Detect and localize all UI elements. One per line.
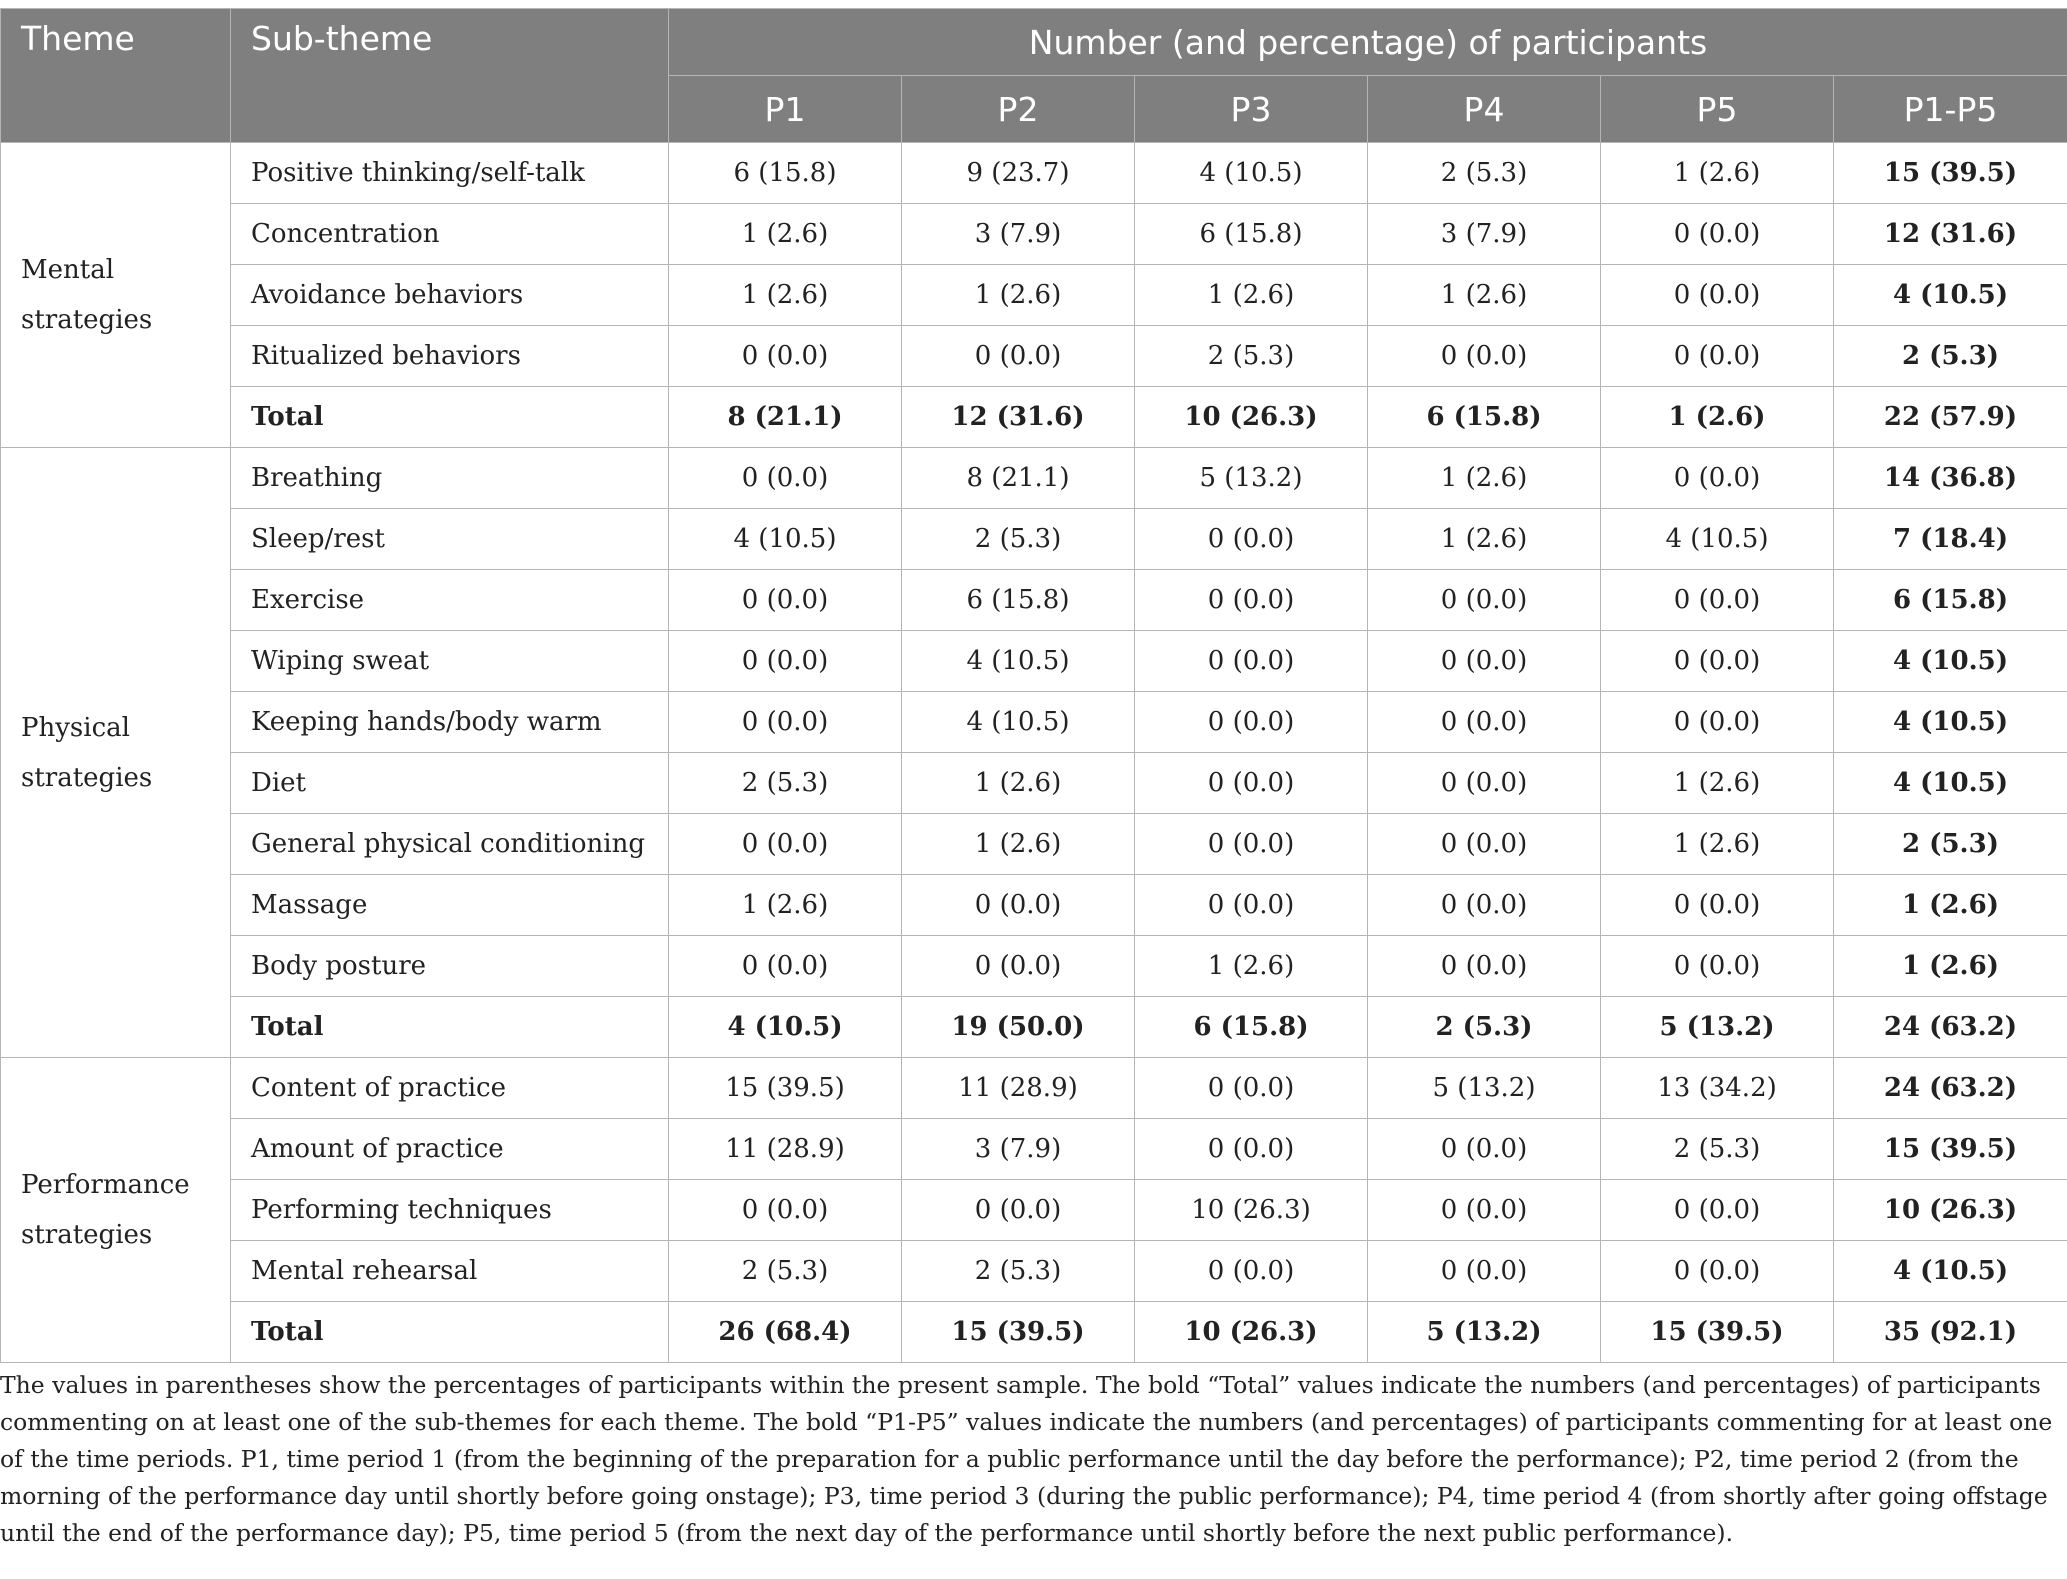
- table-total-row: [1, 1302, 2067, 1363]
- value-cell-p2: 1 (2.6): [902, 265, 1135, 326]
- value-cell-p2: 8 (21.1): [902, 448, 1135, 509]
- table-row: [1, 692, 2067, 753]
- value-cell-p1-p5: 4 (10.5): [1834, 1241, 2067, 1302]
- value-cell-p2: 0 (0.0): [902, 1180, 1135, 1241]
- table-row: [1, 631, 2067, 692]
- value-cell-p2: 2 (5.3): [902, 509, 1135, 570]
- header-period-p1: P1: [669, 76, 902, 143]
- header-theme: Theme: [1, 9, 231, 143]
- value-cell-p2: 15 (39.5): [902, 1302, 1135, 1363]
- table-row: [1, 1119, 2067, 1180]
- theme-cell: [1, 1058, 231, 1363]
- value-cell-p3: 0 (0.0): [1135, 753, 1368, 814]
- value-cell-p3: 10 (26.3): [1135, 1302, 1368, 1363]
- value-cell-p1-p5: 2 (5.3): [1834, 814, 2067, 875]
- value-cell-p5: 0 (0.0): [1601, 631, 1834, 692]
- value-cell-p4: 1 (2.6): [1368, 509, 1601, 570]
- strategies-table: [0, 8, 2067, 1363]
- header-period-p2: P2: [902, 76, 1135, 143]
- value-cell-p2: 3 (7.9): [902, 1119, 1135, 1180]
- value-cell-p4: 0 (0.0): [1368, 875, 1601, 936]
- value-cell-p5: 0 (0.0): [1601, 936, 1834, 997]
- table-header: [1, 9, 2067, 143]
- value-cell-p1: 2 (5.3): [669, 753, 902, 814]
- theme-label: Mental strategies: [21, 255, 153, 335]
- value-cell-p1: 1 (2.6): [669, 875, 902, 936]
- value-cell-p2: 4 (10.5): [902, 631, 1135, 692]
- value-cell-p1-p5: 14 (36.8): [1834, 448, 2067, 509]
- value-cell-p4: 5 (13.2): [1368, 1058, 1601, 1119]
- table-row: [1, 448, 2067, 509]
- value-cell-p5: 5 (13.2): [1601, 997, 1834, 1058]
- value-cell-p1: 4 (10.5): [669, 509, 902, 570]
- table-total-row: [1, 387, 2067, 448]
- sub-theme-cell: General physical conditioning: [231, 814, 669, 875]
- value-cell-p1: 1 (2.6): [669, 204, 902, 265]
- table-row: [1, 936, 2067, 997]
- value-cell-p1-p5: 6 (15.8): [1834, 570, 2067, 631]
- value-cell-p4: 0 (0.0): [1368, 692, 1601, 753]
- value-cell-p4: 0 (0.0): [1368, 1241, 1601, 1302]
- table-row: [1, 570, 2067, 631]
- value-cell-p1: 0 (0.0): [669, 1180, 902, 1241]
- value-cell-p5: 13 (34.2): [1601, 1058, 1834, 1119]
- value-cell-p4: 1 (2.6): [1368, 448, 1601, 509]
- value-cell-p4: 0 (0.0): [1368, 570, 1601, 631]
- value-cell-p1: 15 (39.5): [669, 1058, 902, 1119]
- header-period-p3: P3: [1135, 76, 1368, 143]
- sub-theme-cell: Wiping sweat: [231, 631, 669, 692]
- value-cell-p1: 0 (0.0): [669, 326, 902, 387]
- value-cell-p1-p5: 35 (92.1): [1834, 1302, 2067, 1363]
- value-cell-p3: 4 (10.5): [1135, 143, 1368, 204]
- value-cell-p1: 1 (2.6): [669, 265, 902, 326]
- value-cell-p2: 9 (23.7): [902, 143, 1135, 204]
- value-cell-p5: 0 (0.0): [1601, 326, 1834, 387]
- value-cell-p2: 12 (31.6): [902, 387, 1135, 448]
- value-cell-p4: 0 (0.0): [1368, 1180, 1601, 1241]
- table-container: [0, 8, 2067, 1552]
- sub-theme-cell: Exercise: [231, 570, 669, 631]
- value-cell-p5: 2 (5.3): [1601, 1119, 1834, 1180]
- value-cell-p5: 1 (2.6): [1601, 387, 1834, 448]
- value-cell-p2: 2 (5.3): [902, 1241, 1135, 1302]
- value-cell-p1-p5: 24 (63.2): [1834, 1058, 2067, 1119]
- value-cell-p3: 10 (26.3): [1135, 1180, 1368, 1241]
- value-cell-p1-p5: 2 (5.3): [1834, 326, 2067, 387]
- value-cell-p1-p5: 22 (57.9): [1834, 387, 2067, 448]
- value-cell-p5: 0 (0.0): [1601, 570, 1834, 631]
- table-row: [1, 875, 2067, 936]
- table-row: [1, 1058, 2067, 1119]
- sub-theme-cell: Body posture: [231, 936, 669, 997]
- header-period-p1-p5: P1-P5: [1834, 76, 2067, 143]
- sub-theme-cell: Breathing: [231, 448, 669, 509]
- value-cell-p4: 0 (0.0): [1368, 326, 1601, 387]
- value-cell-p1: 4 (10.5): [669, 997, 902, 1058]
- value-cell-p3: 6 (15.8): [1135, 997, 1368, 1058]
- value-cell-p1: 0 (0.0): [669, 448, 902, 509]
- value-cell-p1: 26 (68.4): [669, 1302, 902, 1363]
- value-cell-p3: 1 (2.6): [1135, 936, 1368, 997]
- header-period-p4: P4: [1368, 76, 1601, 143]
- sub-theme-cell: Amount of practice: [231, 1119, 669, 1180]
- value-cell-p1-p5: 12 (31.6): [1834, 204, 2067, 265]
- value-cell-p1: 0 (0.0): [669, 570, 902, 631]
- table-row: [1, 326, 2067, 387]
- value-cell-p5: 0 (0.0): [1601, 1241, 1834, 1302]
- sub-theme-cell: Mental rehearsal: [231, 1241, 669, 1302]
- value-cell-p2: 4 (10.5): [902, 692, 1135, 753]
- table-row: [1, 509, 2067, 570]
- value-cell-p4: 0 (0.0): [1368, 814, 1601, 875]
- theme-cell: [1, 143, 231, 448]
- value-cell-p5: 1 (2.6): [1601, 753, 1834, 814]
- theme-cell: [1, 448, 231, 1058]
- value-cell-p1: 0 (0.0): [669, 814, 902, 875]
- value-cell-p3: 0 (0.0): [1135, 570, 1368, 631]
- header-sub-theme: Sub-theme: [231, 9, 669, 143]
- value-cell-p1-p5: 4 (10.5): [1834, 265, 2067, 326]
- value-cell-p3: 6 (15.8): [1135, 204, 1368, 265]
- value-cell-p2: 6 (15.8): [902, 570, 1135, 631]
- value-cell-p5: 0 (0.0): [1601, 875, 1834, 936]
- value-cell-p3: 0 (0.0): [1135, 1241, 1368, 1302]
- value-cell-p3: 2 (5.3): [1135, 326, 1368, 387]
- value-cell-p4: 0 (0.0): [1368, 631, 1601, 692]
- value-cell-p1: 0 (0.0): [669, 692, 902, 753]
- value-cell-p3: 0 (0.0): [1135, 692, 1368, 753]
- value-cell-p5: 1 (2.6): [1601, 143, 1834, 204]
- value-cell-p3: 0 (0.0): [1135, 631, 1368, 692]
- value-cell-p1-p5: 1 (2.6): [1834, 936, 2067, 997]
- value-cell-p3: 0 (0.0): [1135, 814, 1368, 875]
- sub-theme-cell: Keeping hands/body warm: [231, 692, 669, 753]
- table-row: [1, 753, 2067, 814]
- sub-theme-cell: Sleep/rest: [231, 509, 669, 570]
- value-cell-p1-p5: 7 (18.4): [1834, 509, 2067, 570]
- value-cell-p2: 0 (0.0): [902, 326, 1135, 387]
- value-cell-p2: 1 (2.6): [902, 814, 1135, 875]
- value-cell-p1: 6 (15.8): [669, 143, 902, 204]
- value-cell-p1: 11 (28.9): [669, 1119, 902, 1180]
- value-cell-p4: 6 (15.8): [1368, 387, 1601, 448]
- value-cell-p4: 0 (0.0): [1368, 1119, 1601, 1180]
- value-cell-p1-p5: 1 (2.6): [1834, 875, 2067, 936]
- value-cell-p4: 2 (5.3): [1368, 997, 1601, 1058]
- value-cell-p4: 2 (5.3): [1368, 143, 1601, 204]
- value-cell-p2: 3 (7.9): [902, 204, 1135, 265]
- value-cell-p1-p5: 24 (63.2): [1834, 997, 2067, 1058]
- sub-theme-cell: Avoidance behaviors: [231, 265, 669, 326]
- table-row: [1, 1241, 2067, 1302]
- value-cell-p1: 8 (21.1): [669, 387, 902, 448]
- value-cell-p4: 0 (0.0): [1368, 936, 1601, 997]
- value-cell-p1-p5: 10 (26.3): [1834, 1180, 2067, 1241]
- value-cell-p1: 2 (5.3): [669, 1241, 902, 1302]
- table-row: [1, 814, 2067, 875]
- value-cell-p2: 0 (0.0): [902, 875, 1135, 936]
- value-cell-p5: 0 (0.0): [1601, 1180, 1834, 1241]
- sub-theme-cell: Performing techniques: [231, 1180, 669, 1241]
- value-cell-p2: 1 (2.6): [902, 753, 1135, 814]
- table-row: [1, 204, 2067, 265]
- value-cell-p1-p5: 4 (10.5): [1834, 753, 2067, 814]
- value-cell-p5: 0 (0.0): [1601, 692, 1834, 753]
- table-row: [1, 143, 2067, 204]
- table-row: [1, 265, 2067, 326]
- table-total-row: [1, 997, 2067, 1058]
- value-cell-p1-p5: 4 (10.5): [1834, 631, 2067, 692]
- value-cell-p4: 5 (13.2): [1368, 1302, 1601, 1363]
- table-body: [1, 143, 2067, 1363]
- value-cell-p5: 0 (0.0): [1601, 204, 1834, 265]
- value-cell-p1-p5: 15 (39.5): [1834, 143, 2067, 204]
- table-footnote: The values in parentheses show the percentages of participants within the present sample. The bold “Total” values indicate the numbers (and percentages) of participants commenting on at least one of the sub-themes for each theme. The bold “P1-P5” values indicate the numbers (and percentages) of participants commenting for at least one of the time periods. P1, time period 1 (from the beginning of the preparation for a public performance until the day before the performance); P2, time period 2 (from the morning of the performance day until shortly before going onstage); P3, time period 3 (during the public performance); P4, time period 4 (from shortly after going offstage until the end of the performance day); P5, time period 5 (from the next day of the performance until shortly before the next public performance).: [0, 1371, 2053, 1547]
- value-cell-p3: 5 (13.2): [1135, 448, 1368, 509]
- value-cell-p2: 0 (0.0): [902, 936, 1135, 997]
- value-cell-p5: 1 (2.6): [1601, 814, 1834, 875]
- theme-label: Performance strategies: [21, 1170, 190, 1250]
- value-cell-p2: 11 (28.9): [902, 1058, 1135, 1119]
- sub-theme-cell: Concentration: [231, 204, 669, 265]
- value-cell-p3: 0 (0.0): [1135, 875, 1368, 936]
- value-cell-p3: 1 (2.6): [1135, 265, 1368, 326]
- value-cell-p1: 0 (0.0): [669, 936, 902, 997]
- value-cell-p1-p5: 15 (39.5): [1834, 1119, 2067, 1180]
- table-row: [1, 1180, 2067, 1241]
- value-cell-p5: 0 (0.0): [1601, 265, 1834, 326]
- value-cell-p3: 10 (26.3): [1135, 387, 1368, 448]
- header-group-title: Number (and percentage) of participants: [669, 9, 2067, 76]
- value-cell-p3: 0 (0.0): [1135, 1119, 1368, 1180]
- value-cell-p4: 3 (7.9): [1368, 204, 1601, 265]
- header-period-p5: P5: [1601, 76, 1834, 143]
- value-cell-p5: 0 (0.0): [1601, 448, 1834, 509]
- value-cell-p2: 19 (50.0): [902, 997, 1135, 1058]
- value-cell-p4: 1 (2.6): [1368, 265, 1601, 326]
- value-cell-p5: 15 (39.5): [1601, 1302, 1834, 1363]
- value-cell-p1: 0 (0.0): [669, 631, 902, 692]
- sub-theme-cell: Ritualized behaviors: [231, 326, 669, 387]
- value-cell-p5: 4 (10.5): [1601, 509, 1834, 570]
- sub-theme-cell: Diet: [231, 753, 669, 814]
- total-label: Total: [231, 997, 669, 1058]
- sub-theme-cell: Massage: [231, 875, 669, 936]
- theme-label: Physical strategies: [21, 712, 153, 793]
- value-cell-p1-p5: 4 (10.5): [1834, 692, 2067, 753]
- value-cell-p3: 0 (0.0): [1135, 509, 1368, 570]
- total-label: Total: [231, 1302, 669, 1363]
- value-cell-p4: 0 (0.0): [1368, 753, 1601, 814]
- sub-theme-cell: Positive thinking/self-talk: [231, 143, 669, 204]
- value-cell-p3: 0 (0.0): [1135, 1058, 1368, 1119]
- total-label: Total: [231, 387, 669, 448]
- sub-theme-cell: Content of practice: [231, 1058, 669, 1119]
